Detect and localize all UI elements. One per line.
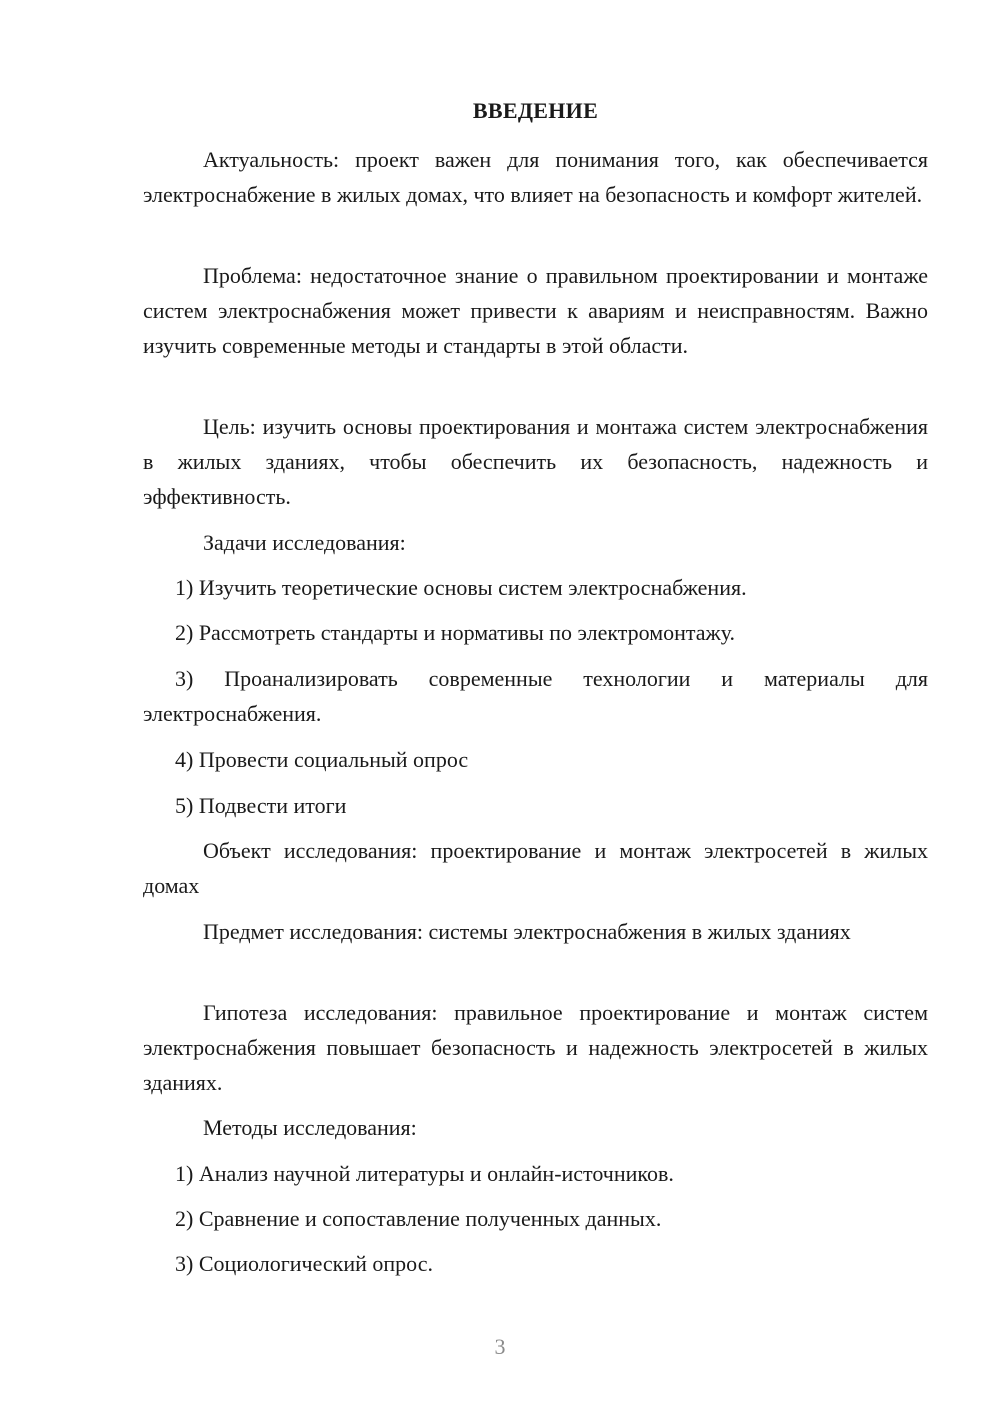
methods-heading: Методы исследования: <box>203 1115 417 1140</box>
method-item: 2) Сравнение и сопоставление полученных данных. <box>175 1206 662 1231</box>
page-number: 3 <box>494 1334 506 1359</box>
task-item: 4) Провести социальный опрос <box>175 747 469 772</box>
method-item: 3) Социологический опрос. <box>175 1251 433 1276</box>
object-paragraph: Объект исследования: проектирование и монтаж электросетей в жилых домах <box>143 838 928 898</box>
relevance-paragraph: Актуальность: проект важен для понимания того, как обеспечивается электроснабжение в жилых домах, что влияет на безопасность и комфорт жителей. <box>143 147 928 207</box>
subject-paragraph: Предмет исследования: системы электроснабжения в жилых зданиях <box>203 919 851 944</box>
method-item: 1) Анализ научной литературы и онлайн-источников. <box>175 1161 674 1186</box>
page-title: ВВЕДЕНИЕ <box>472 98 599 123</box>
tasks-heading: Задачи исследования: <box>203 530 406 555</box>
task-item: 1) Изучить теоретические основы систем электроснабжения. <box>175 575 747 600</box>
task-item: 5) Подвести итоги <box>175 793 347 818</box>
task-item: 2) Рассмотреть стандарты и нормативы по электромонтажу. <box>175 620 736 645</box>
task-item: 3) Проанализировать современные технологии и материалы для электроснабжения. <box>143 666 928 726</box>
goal-paragraph: Цель: изучить основы проектирования и монтажа систем электроснабжения в жилых зданиях, чтобы обеспечить их безопасность, надежность и эффективность. <box>143 414 928 509</box>
hypothesis-paragraph: Гипотеза исследования: правильное проектирование и монтаж систем электроснабжения повышает безопасность и надежность электросетей в жилых зданиях. <box>143 1000 928 1095</box>
problem-paragraph: Проблема: недостаточное знание о правильном проектировании и монтаже систем электроснабжения может привести к авариям и неисправностям. Важно изучить современные методы и стандарты в этой области. <box>143 263 928 358</box>
